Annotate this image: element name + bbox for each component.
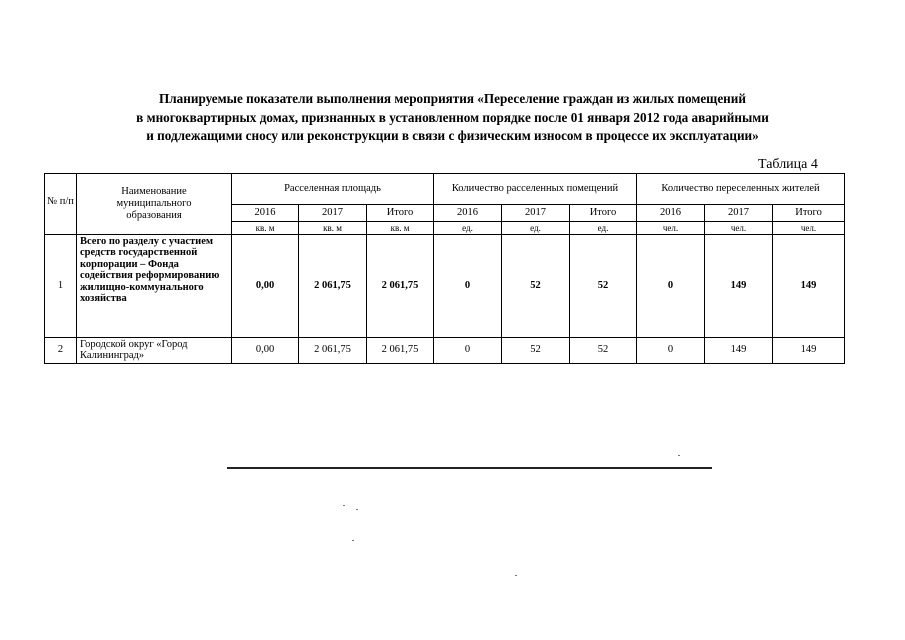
header-name: Наименование муниципального образования: [77, 174, 232, 235]
header-year: Итого: [773, 205, 845, 222]
row-number: 2: [45, 338, 77, 364]
header-unit: чел.: [773, 222, 845, 235]
scan-speck: [356, 509, 358, 510]
value-cell: 2 061,75: [367, 235, 434, 338]
header-group-residents: Количество переселенных жителей: [637, 174, 845, 205]
document-title: [40, 90, 865, 146]
header-unit: кв. м: [367, 222, 434, 235]
row-name: Городской округ «Город Калининград»: [77, 338, 232, 364]
header-unit: чел.: [705, 222, 773, 235]
header-group-area: Расселенная площадь: [232, 174, 434, 205]
value-cell: 0,00: [232, 338, 299, 364]
row-name: Всего по разделу с участием средств государственной корпорации – Фонда содействия реформированию жилищно-коммунального хозяйства: [77, 235, 232, 338]
value-cell: 2 061,75: [299, 235, 367, 338]
header-year: 2017: [299, 205, 367, 222]
value-cell: 0: [434, 338, 502, 364]
title-line-1: Планируемые показатели выполнения мероприятия «Переселение граждан из жилых помещений: [159, 91, 746, 106]
header-year: 2016: [232, 205, 299, 222]
header-year: Итого: [367, 205, 434, 222]
table-row-total: [45, 235, 845, 338]
table-number: Таблица 4: [758, 157, 818, 172]
scan-speck: [343, 505, 345, 506]
title-line-2: в многоквартирных домах, признанных в установленном порядке после 01 января 2012 года аварийными: [136, 109, 769, 125]
value-cell: 2 061,75: [299, 338, 367, 364]
header-unit: ед.: [502, 222, 570, 235]
header-unit: чел.: [637, 222, 705, 235]
value-cell: 149: [705, 338, 773, 364]
header-year: Итого: [570, 205, 637, 222]
value-cell: 52: [570, 338, 637, 364]
value-cell: 0,00: [232, 235, 299, 338]
header-unit: ед.: [570, 222, 637, 235]
value-cell: 52: [502, 338, 570, 364]
header-year: 2016: [434, 205, 502, 222]
value-cell: 149: [705, 235, 773, 338]
title-line-3: и подлежащими сносу или реконструкции в связи с физическим износом в процессе их эксплуатации»: [146, 128, 759, 143]
value-cell: 52: [502, 235, 570, 338]
scan-speck: [352, 540, 354, 541]
header-unit: кв. м: [299, 222, 367, 235]
scan-speck: [678, 455, 680, 456]
value-cell: 0: [434, 235, 502, 338]
header-row-groups: [45, 174, 845, 205]
scan-speck: [515, 575, 517, 576]
header-group-premises: Количество расселенных помещений: [434, 174, 637, 205]
value-cell: 0: [637, 235, 705, 338]
header-year: 2017: [705, 205, 773, 222]
header-unit: ед.: [434, 222, 502, 235]
value-cell: 2 061,75: [367, 338, 434, 364]
data-table: [44, 173, 845, 364]
separator-line: [227, 467, 712, 469]
value-cell: 149: [773, 338, 845, 364]
value-cell: 0: [637, 338, 705, 364]
value-cell: 149: [773, 235, 845, 338]
table-row-city: [45, 338, 845, 364]
header-unit: кв. м: [232, 222, 299, 235]
header-year: 2016: [637, 205, 705, 222]
header-year: 2017: [502, 205, 570, 222]
row-number: 1: [45, 235, 77, 338]
header-number: № п/п: [45, 174, 77, 235]
value-cell: 52: [570, 235, 637, 338]
